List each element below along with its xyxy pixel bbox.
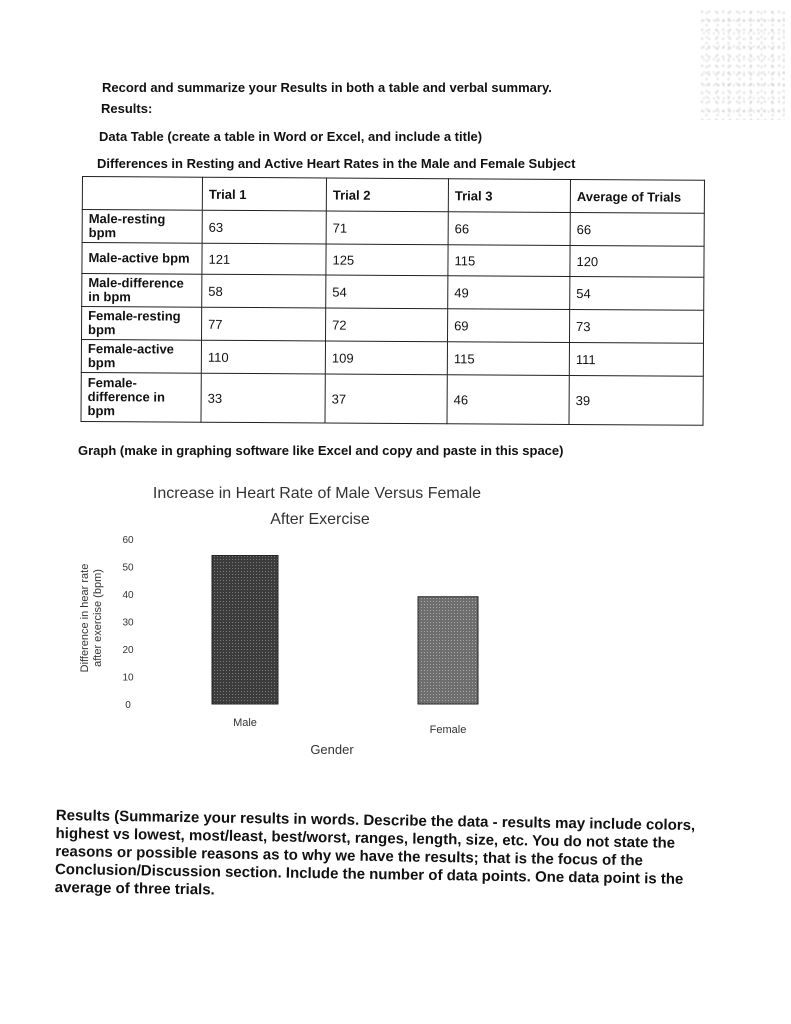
table-cell: 69 [447, 309, 569, 343]
row-label: Female-active bpm [81, 340, 201, 374]
table-cell: 109 [325, 341, 447, 375]
x-category-label: Male [233, 717, 257, 729]
row-label: Male-resting bpm [82, 210, 202, 244]
data-table [80, 176, 704, 426]
x-axis-title: Gender [310, 742, 354, 757]
table-cell: 37 [325, 374, 447, 424]
table-row [82, 274, 704, 311]
table-cell: 115 [447, 342, 569, 376]
table-row [81, 340, 703, 377]
table-cell: 73 [569, 309, 703, 343]
table-cell: 72 [325, 308, 447, 342]
results-heading: Results: [101, 101, 153, 116]
y-tick-label: 60 [122, 535, 134, 546]
header-cell: Trial 1 [202, 177, 326, 211]
y-axis-ticks [122, 535, 134, 711]
y-tick-label: 50 [122, 562, 134, 574]
y-axis-title [79, 564, 104, 673]
y-tick-label: 30 [122, 617, 134, 629]
row-label: Female-difference in bpm [81, 372, 201, 422]
table-cell: 110 [201, 340, 325, 374]
data-table-instruction: Data Table (create a table in Word or Excel, and include a title) [99, 129, 483, 144]
data-table-container [80, 176, 705, 426]
table-cell: 111 [569, 342, 703, 376]
scan-noise [700, 10, 785, 120]
bars [212, 556, 478, 705]
header-cell: Average of Trials [570, 179, 704, 213]
header-cell: Trial 2 [326, 178, 448, 212]
x-axis-labels [233, 717, 466, 736]
table-cell: 115 [448, 245, 570, 277]
chart-title-line2: After Exercise [270, 511, 370, 528]
row-label: Male-active bpm [82, 243, 202, 275]
table-cell: 54 [570, 276, 704, 310]
table-cell: 71 [326, 211, 448, 245]
table-header-row [82, 177, 704, 214]
table-cell: 33 [201, 373, 325, 423]
header-cell [82, 177, 202, 211]
table-row [82, 243, 704, 278]
table-cell: 49 [448, 276, 570, 310]
table-cell: 125 [326, 244, 448, 276]
row-label: Female-resting bpm [82, 307, 202, 341]
y-tick-label: 20 [122, 645, 134, 656]
instruction-record: Record and summarize your Results in both a table and verbal summary. [102, 80, 552, 95]
table-cell: 58 [202, 274, 326, 308]
table-cell: 63 [202, 210, 326, 244]
y-axis-title-line2: after exercise (bpm) [92, 569, 104, 667]
bar-female [418, 597, 478, 704]
table-cell: 66 [448, 212, 570, 246]
table-cell: 66 [570, 212, 704, 246]
table-cell: 46 [447, 375, 569, 425]
row-label: Male-difference in bpm [82, 274, 202, 308]
y-tick-label: 10 [122, 672, 134, 684]
table-cell: 54 [326, 275, 448, 309]
x-category-label: Female [429, 724, 467, 736]
table-title: Differences in Resting and Active Heart Rates in the Male and Female Subject [97, 156, 576, 171]
bar-male [212, 556, 278, 705]
chart-title-line1: Increase in Heart Rate of Male Versus Female [152, 485, 482, 502]
y-tick-label: 40 [122, 590, 134, 601]
table-cell: 39 [569, 375, 703, 425]
table-cell: 121 [202, 243, 326, 275]
y-axis-title-line1: Difference in hear rate [79, 563, 91, 673]
table-row [81, 372, 703, 425]
results-instructions: Results (Summarize your results in words. Describe the data - results may include colors, highest vs lowest, most/least, best/worst, ranges, length, size, etc. You do not state the reasons or possible reasons as to why we have the results; that is the focus of the Conclusion/Discussion section. Include the number of data points. One data point is the average of three trials. [54, 807, 696, 899]
header-cell: Trial 3 [448, 179, 570, 213]
table-row [82, 307, 704, 344]
graph-instruction: Graph (make in graphing software like Excel and copy and paste in this space) [78, 443, 564, 458]
y-tick-label: 0 [125, 700, 131, 711]
bar-chart [70, 478, 530, 768]
table-cell: 77 [201, 307, 325, 341]
table-cell: 120 [570, 245, 704, 277]
table-row [82, 210, 704, 247]
